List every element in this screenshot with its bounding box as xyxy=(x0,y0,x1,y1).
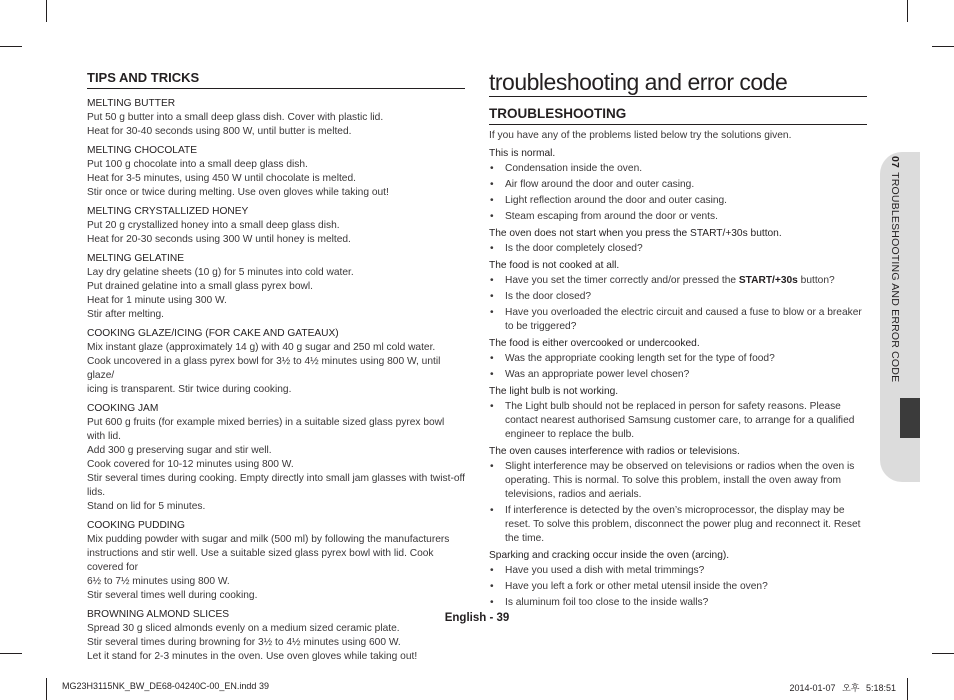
solution-text: Have you set the timer correctly and/or pressed the START/+30s button? xyxy=(505,275,835,286)
crop-mark xyxy=(0,46,22,47)
solution-text: Air flow around the door and outer casing. xyxy=(505,179,695,190)
chapter-tab-marker xyxy=(900,398,920,438)
bullet-icon: • xyxy=(490,461,494,472)
solution-item xyxy=(489,210,867,224)
tip-line: Put 100 g chocolate into a small deep glass dish. xyxy=(87,159,308,170)
solution-item xyxy=(489,504,867,546)
bullet-icon: • xyxy=(490,353,494,364)
solution-list xyxy=(489,460,867,546)
tips-heading: TIPS AND TRICKS xyxy=(87,70,465,89)
crop-mark xyxy=(907,678,908,700)
bullet-icon: • xyxy=(490,565,494,576)
tip-line: Heat for 30-40 seconds using 800 W, until butter is melted. xyxy=(87,126,352,137)
solution-text: Steam escaping from around the door or vents. xyxy=(505,211,718,222)
problem-group xyxy=(489,445,867,546)
print-time: 5:18:51 xyxy=(865,683,896,693)
solution-text: Was an appropriate power level chosen? xyxy=(505,369,690,380)
solution-list xyxy=(489,242,867,256)
tip-title: MELTING BUTTER xyxy=(87,98,176,109)
print-date: 2014-01-07 xyxy=(789,683,836,693)
tip-line: Put 600 g fruits (for example mixed berries) in a suitable sized glass pyrex bowl with lid. xyxy=(87,417,445,442)
tip-item xyxy=(87,144,465,200)
solution-text: Condensation inside the oven. xyxy=(505,163,643,174)
crop-mark xyxy=(907,0,908,22)
solution-item xyxy=(489,368,867,382)
solution-text: Is the door closed? xyxy=(505,291,592,302)
tip-line: Add 300 g preserving sugar and stir well. xyxy=(87,445,272,456)
tip-title: COOKING JAM xyxy=(87,403,159,414)
bullet-icon: • xyxy=(490,179,494,190)
solution-text: Slight interference may be observed on televisions or radios when the oven is operating. This is normal. To solve this problem, install the oven away from televisions, radios and aerials. xyxy=(505,461,855,500)
tip-line: instructions and stir well. Use a suitable sized glass pyrex bowl with lid. Cook covered for xyxy=(87,548,434,573)
crop-mark xyxy=(932,653,954,654)
solution-item xyxy=(489,564,867,578)
solution-item xyxy=(489,460,867,502)
solution-list xyxy=(489,162,867,224)
solution-item xyxy=(489,290,867,304)
tip-line: Stand on lid for 5 minutes. xyxy=(87,501,206,512)
problem-title: The food is not cooked at all. xyxy=(489,260,620,271)
tips-column xyxy=(87,70,465,669)
solution-item xyxy=(489,400,867,442)
solution-item xyxy=(489,242,867,256)
chapter-title: TROUBLESHOOTING AND ERROR CODE xyxy=(889,172,901,383)
solution-text: Have you used a dish with metal trimmings? xyxy=(505,565,705,576)
solution-text: Light reflection around the door and outer casing. xyxy=(505,195,728,206)
bullet-icon: • xyxy=(490,307,494,318)
bullet-icon: • xyxy=(490,369,494,380)
tip-line: Put 20 g crystallized honey into a small deep glass dish. xyxy=(87,220,340,231)
chapter-number: 07 xyxy=(889,156,901,169)
problem-group xyxy=(489,147,867,224)
tip-line: Stir once or twice during melting. Use oven gloves while taking out! xyxy=(87,187,389,198)
tip-item xyxy=(87,252,465,322)
page-number: English - 39 xyxy=(444,612,510,624)
solution-item xyxy=(489,306,867,334)
tip-item xyxy=(87,205,465,247)
tip-line: 6½ to 7½ minutes using 800 W. xyxy=(87,576,230,587)
tip-line: Cook uncovered in a glass pyrex bowl for 3½ to 4½ minutes using 800 W, until glaze/ xyxy=(87,356,441,381)
solution-item xyxy=(489,178,867,192)
bullet-icon: • xyxy=(490,597,494,608)
troubleshooting-intro: If you have any of the problems listed below try the solutions given. xyxy=(489,130,792,141)
problem-title: Sparking and cracking occur inside the oven (arcing). xyxy=(489,550,730,561)
solution-list xyxy=(489,274,867,334)
tip-line: Stir several times well during cooking. xyxy=(87,590,258,601)
problem-group xyxy=(489,259,867,334)
tip-line: Lay dry gelatine sheets (10 g) for 5 minutes into cold water. xyxy=(87,267,354,278)
problem-group xyxy=(489,227,867,256)
tip-title: COOKING GLAZE/ICING (FOR CAKE AND GATEAUX) xyxy=(87,328,339,339)
page-title: troubleshooting and error code xyxy=(489,68,867,97)
solution-list xyxy=(489,400,867,442)
problem-group xyxy=(489,385,867,442)
solution-text: Is the door completely closed? xyxy=(505,243,643,254)
bullet-icon: • xyxy=(490,581,494,592)
tip-line: Heat for 3-5 minutes, using 450 W until chocolate is melted. xyxy=(87,173,356,184)
problem-title: The food is either overcooked or undercooked. xyxy=(489,338,700,349)
crop-mark xyxy=(46,0,47,22)
solution-item xyxy=(489,352,867,366)
solution-text: Have you left a fork or other metal utensil inside the oven? xyxy=(505,581,768,592)
tip-title: MELTING CRYSTALLIZED HONEY xyxy=(87,206,249,217)
tip-item xyxy=(87,97,465,139)
tip-line: Let it stand for 2-3 minutes in the oven. Use oven gloves while taking out! xyxy=(87,651,418,662)
bullet-icon: • xyxy=(490,401,494,412)
crop-mark xyxy=(46,678,47,700)
tip-line: icing is transparent. Stir twice during cooking. xyxy=(87,384,292,395)
troubleshooting-column xyxy=(489,106,867,613)
problem-title: The oven causes interference with radios or televisions. xyxy=(489,446,740,457)
bullet-icon: • xyxy=(490,291,494,302)
tip-title: MELTING GELATINE xyxy=(87,253,184,264)
tip-line: Mix pudding powder with sugar and milk (500 ml) by following the manufacturers xyxy=(87,534,450,545)
problem-title: The oven does not start when you press the START/+30s button. xyxy=(489,228,782,239)
bullet-icon: • xyxy=(490,505,494,516)
solution-text: Have you overloaded the electric circuit and caused a fuse to blow or a breaker to be triggered? xyxy=(505,307,862,332)
solution-text: If interference is detected by the oven’s microprocessor, the display may be reset. To solve this problem, disconnect the power plug and reconnect it. Reset the time. xyxy=(505,505,861,544)
tip-title: MELTING CHOCOLATE xyxy=(87,145,197,156)
tip-line: Cook covered for 10-12 minutes using 800 W. xyxy=(87,459,294,470)
file-name: MG23H3115NK_BW_DE68-04240C-00_EN.indd 39 xyxy=(62,681,269,691)
tip-line: Heat for 1 minute using 300 W. xyxy=(87,295,227,306)
solution-item xyxy=(489,580,867,594)
tip-title: COOKING PUDDING xyxy=(87,520,185,531)
tip-item xyxy=(87,402,465,514)
print-period: 오후 xyxy=(842,683,860,693)
tip-line: Put drained gelatine into a small glass pyrex bowl. xyxy=(87,281,313,292)
troubleshooting-heading: TROUBLESHOOTING xyxy=(489,106,867,125)
chapter-tab-label xyxy=(889,156,901,382)
solution-item xyxy=(489,596,867,610)
bullet-icon: • xyxy=(490,275,494,286)
tip-item xyxy=(87,327,465,397)
crop-mark xyxy=(932,46,954,47)
tips-list xyxy=(87,97,465,664)
solution-item xyxy=(489,194,867,208)
troubleshooting-groups xyxy=(489,147,867,610)
bullet-icon: • xyxy=(490,163,494,174)
problem-title: This is normal. xyxy=(489,148,556,159)
tip-item xyxy=(87,519,465,603)
problem-group xyxy=(489,549,867,610)
solution-item xyxy=(489,162,867,176)
solution-list xyxy=(489,352,867,382)
tip-line: Heat for 20-30 seconds using 300 W until honey is melted. xyxy=(87,234,351,245)
tip-line: Put 50 g butter into a small deep glass dish. Cover with plastic lid. xyxy=(87,112,384,123)
bullet-icon: • xyxy=(490,243,494,254)
solution-list xyxy=(489,564,867,610)
tip-line: Mix instant glaze (approximately 14 g) with 40 g sugar and 250 ml cold water. xyxy=(87,342,436,353)
print-timestamp xyxy=(786,681,897,694)
problem-group xyxy=(489,337,867,382)
tip-line: Stir several times during browning for 3½ to 4½ minutes using 600 W. xyxy=(87,637,401,648)
solution-item xyxy=(489,274,867,288)
tip-line: Spread 30 g sliced almonds evenly on a medium sized ceramic plate. xyxy=(87,623,400,634)
solution-text: The Light bulb should not be replaced in person for safety reasons. Please contact nearest authorised Samsung customer care, to arrange for a qualified engineer to replace the bulb. xyxy=(505,401,855,440)
solution-text: Was the appropriate cooking length set for the type of food? xyxy=(505,353,775,364)
problem-title: The light bulb is not working. xyxy=(489,386,619,397)
tip-line: Stir after melting. xyxy=(87,309,164,320)
tip-line: Stir several times during cooking. Empty directly into small jam glasses with twist-off lids. xyxy=(87,473,466,498)
solution-text: Is aluminum foil too close to the inside walls? xyxy=(505,597,709,608)
bullet-icon: • xyxy=(490,195,494,206)
crop-mark xyxy=(0,653,22,654)
tip-title: BROWNING ALMOND SLICES xyxy=(87,609,230,620)
bullet-icon: • xyxy=(490,211,494,222)
